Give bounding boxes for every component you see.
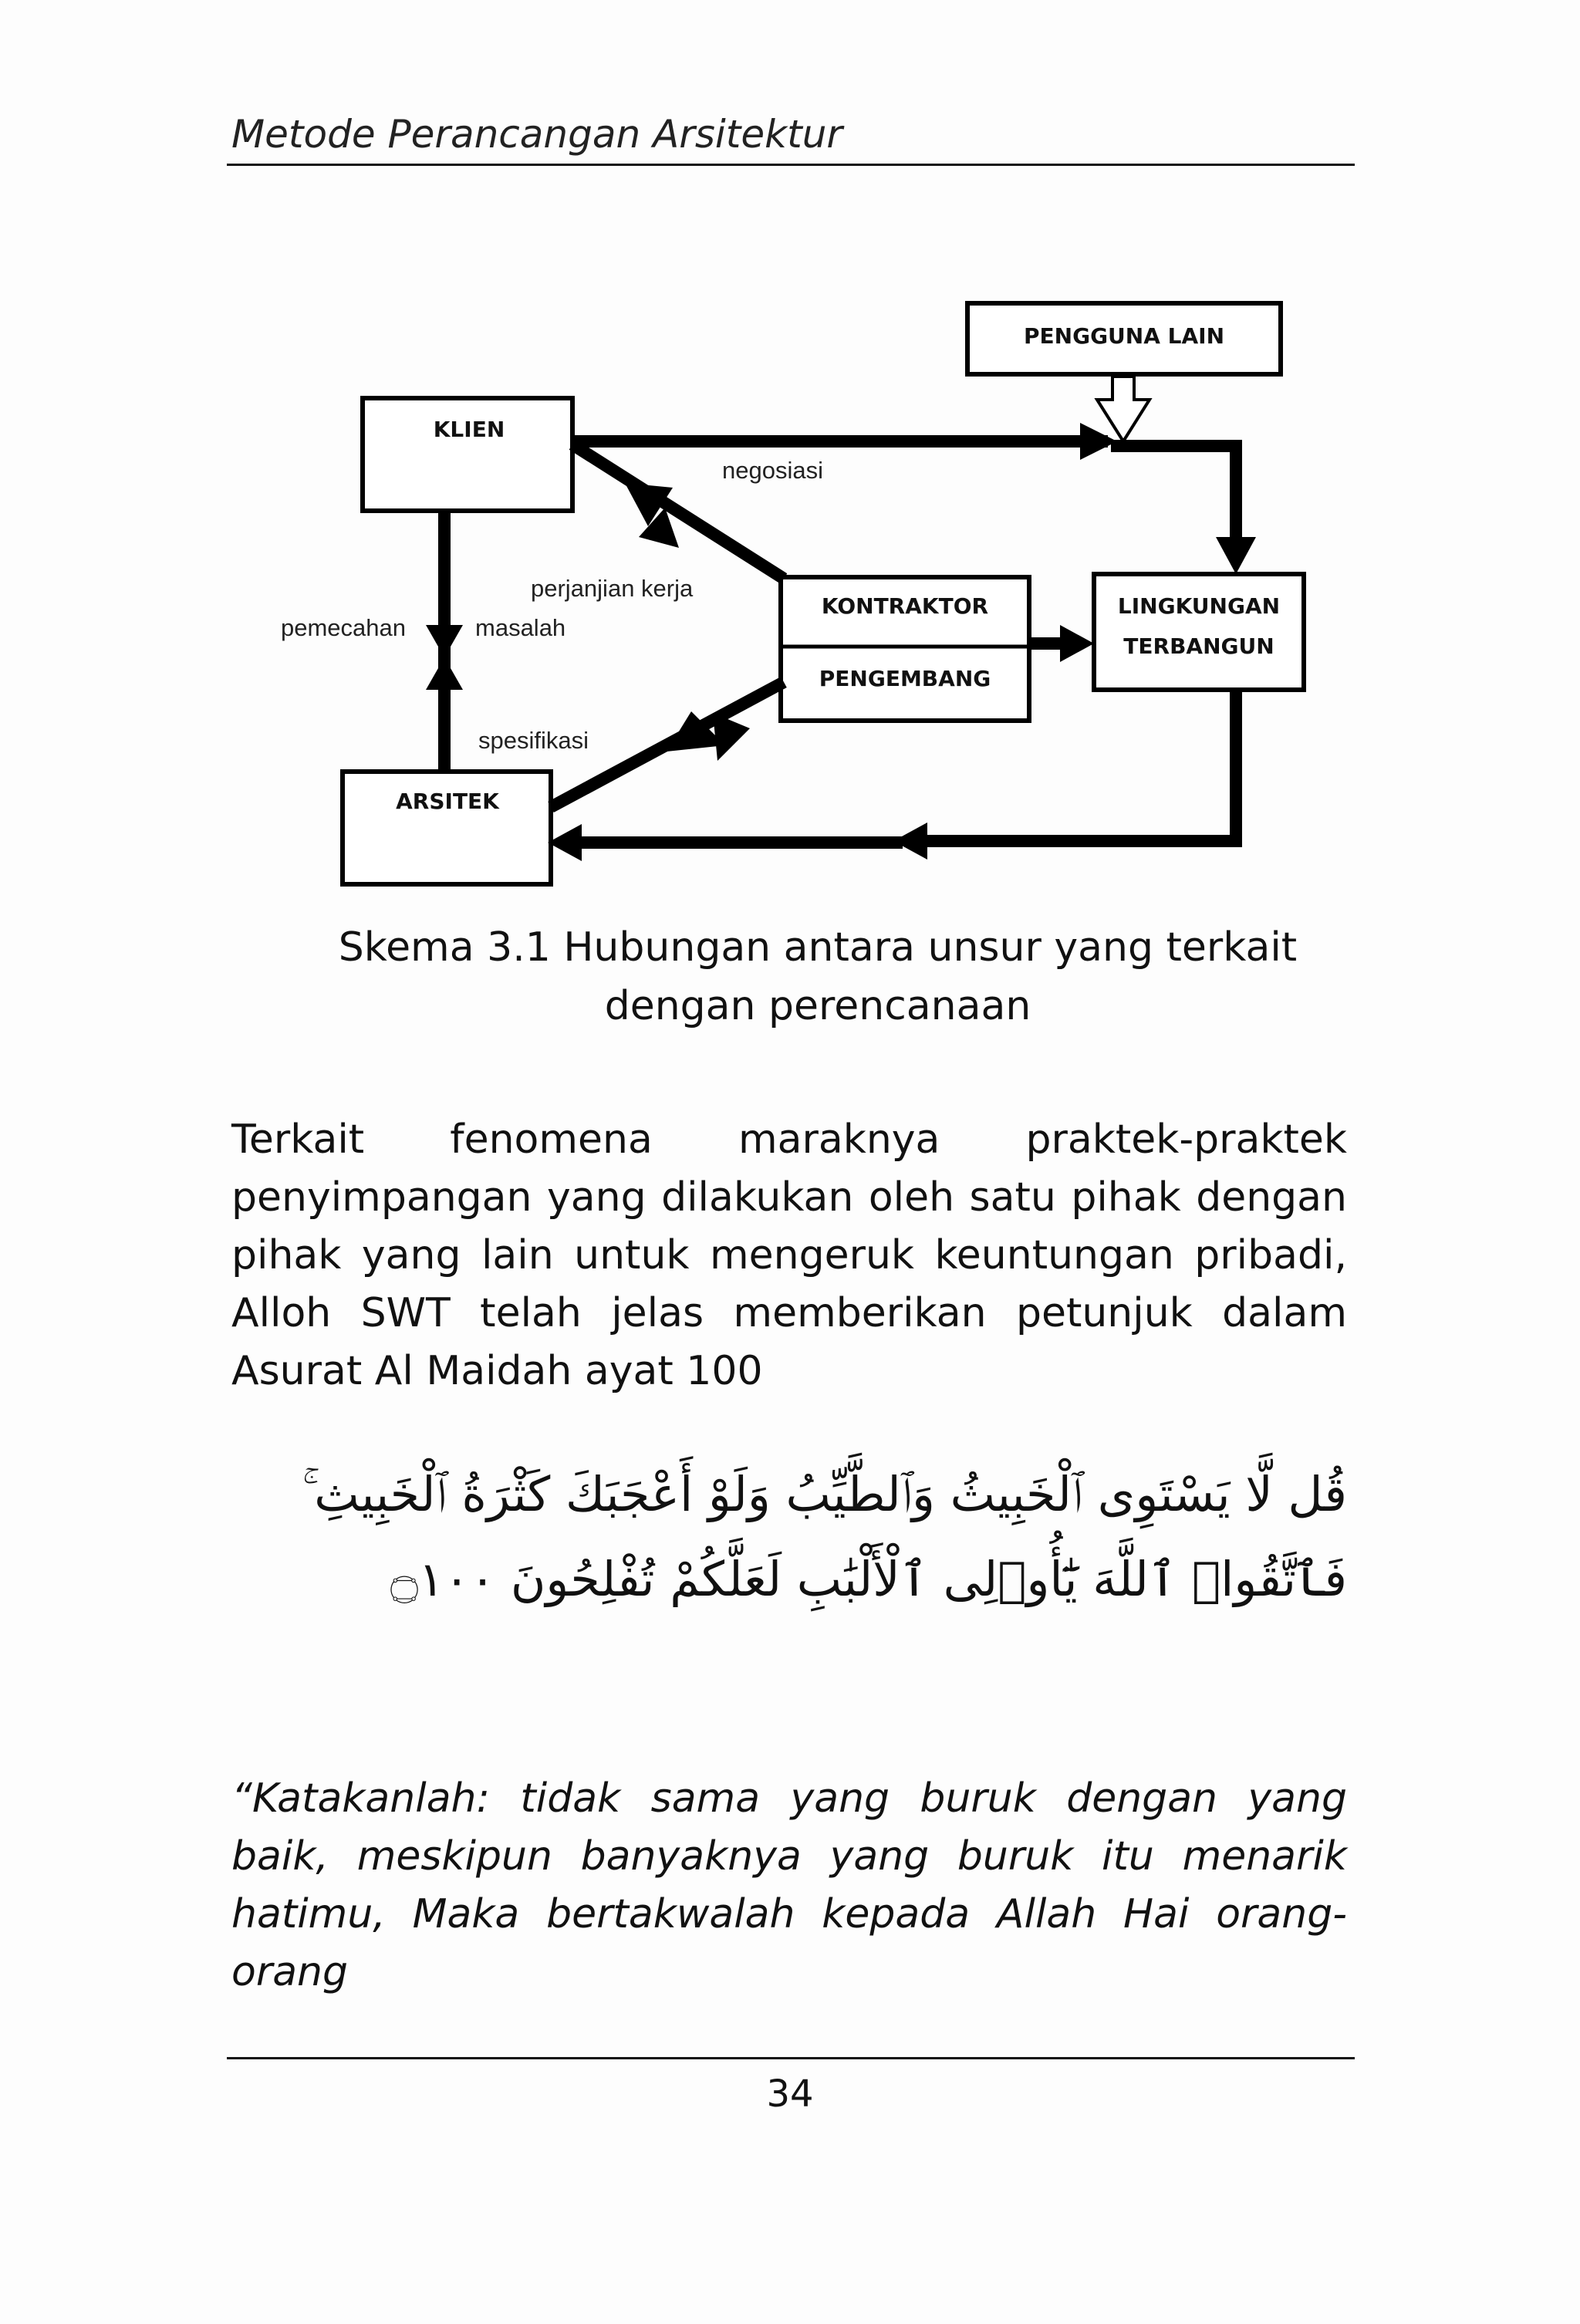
label-terbangun: TERBANGUN <box>1123 633 1274 659</box>
box-kontraktor-pengembang <box>781 577 1029 721</box>
label-spesifikasi: spesifikasi <box>478 727 589 754</box>
box-arsitek <box>343 772 551 884</box>
footer-rule <box>227 2057 1355 2059</box>
relationship-diagram <box>262 285 1358 903</box>
label-pengembang: PENGEMBANG <box>819 666 991 691</box>
label-klien: KLIEN <box>433 417 505 442</box>
label-lingkungan: LINGKUNGAN <box>1117 593 1281 619</box>
label-kontraktor: KONTRAKTOR <box>821 593 989 619</box>
header-rule <box>227 164 1355 166</box>
figure-caption: Skema 3.1 Hubungan antara unsur yang terkait dengan perencanaan <box>338 924 1298 1029</box>
arrow-klien-arsitek <box>426 511 463 772</box>
quran-verse-line-2: فَٱتَّقُوا۟ ٱللَّهَ يَٰٓأُو۟لِى ٱلْأَلْبَٰبِ لَعَلَّكُمْ تُفْلِحُونَ ۝١٠٠ <box>390 1551 1347 1607</box>
label-masalah: masalah <box>475 614 566 641</box>
running-header: Metode Perancangan Arsitektur <box>231 112 842 157</box>
arrow-kontraktor-to-lingkungan <box>1029 625 1094 662</box>
label-negosiasi: negosiasi <box>722 457 823 484</box>
label-pemecahan: pemecahan <box>281 614 407 641</box>
label-arsitek: ARSITEK <box>396 789 499 814</box>
box-klien <box>363 398 572 511</box>
label-perjanjian-kerja: perjanjian kerja <box>531 575 694 602</box>
label-pengguna-lain: PENGGUNA LAIN <box>1024 323 1224 349</box>
page-number: 34 <box>766 2072 814 2116</box>
quran-verse-line-1: قُل لَّا يَسْتَوِى ٱلْخَبِيثُ وَٱلطَّيِّبُ وَلَوْ أَعْجَبَكَ كَثْرَةُ ٱلْخَبِيثِ ۚ <box>302 1466 1347 1522</box>
arrow-klien-to-lingkungan <box>572 423 1256 574</box>
box-lingkungan-terbangun <box>1094 574 1304 690</box>
hollow-arrow <box>1097 377 1150 441</box>
box-pengguna-lain <box>967 303 1281 374</box>
body-paragraph: Terkait fenomena maraknya praktek-praktek penyimpangan yang dilakukan oleh satu pihak dengan pihak yang lain untuk mengeruk keuntungan pribadi, Alloh SWT telah jelas memberikan petunjuk dalam Asurat Al Maidah ayat 100 <box>231 1116 1347 1394</box>
translation-quote: “Katakanlah: tidak sama yang buruk dengan yang baik, meskipun banyaknya yang buruk itu menarik hatimu, Maka bertakwalah kepada Allah Hai orang-orang <box>231 1775 1347 1995</box>
